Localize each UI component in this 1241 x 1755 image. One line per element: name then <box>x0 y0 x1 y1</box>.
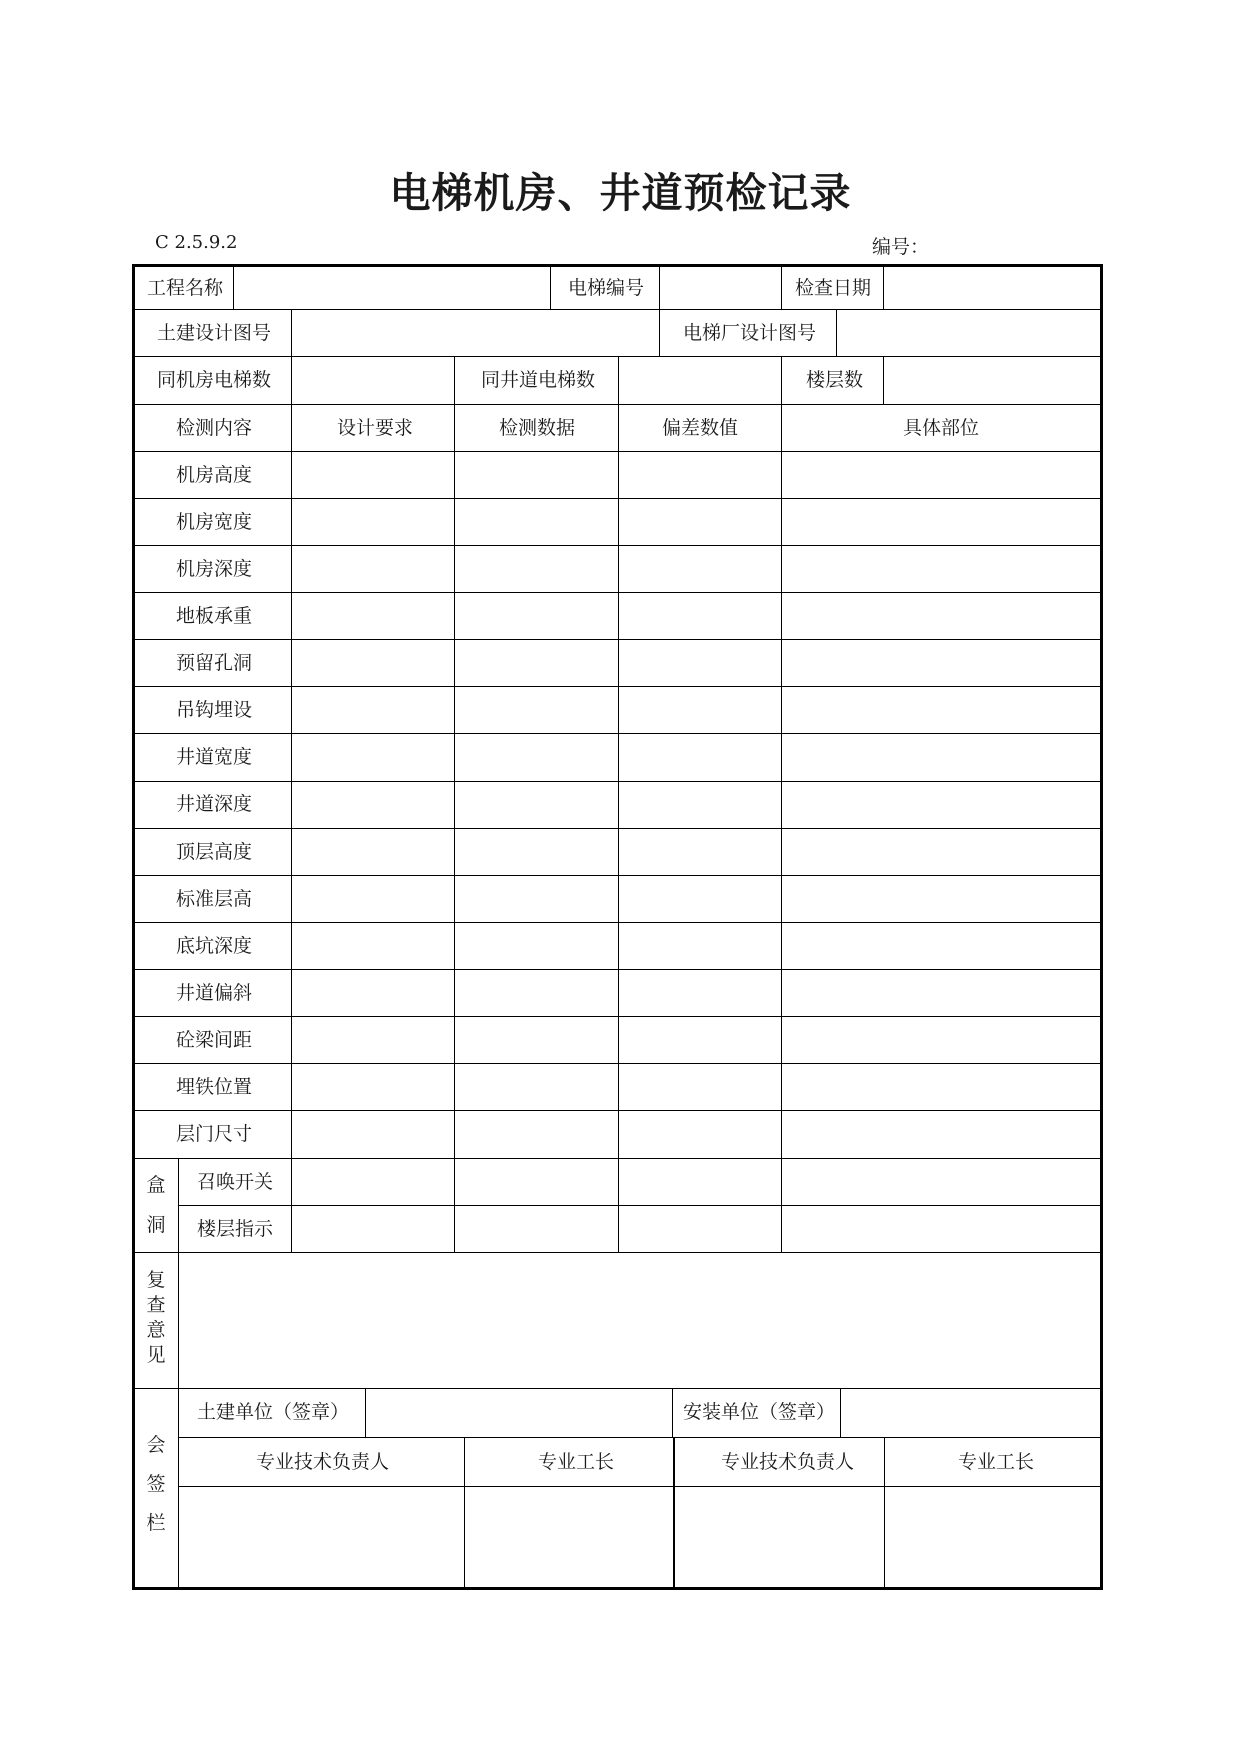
sign-section-label: 栏 <box>146 1512 166 1534</box>
item-label: 井道深度 <box>176 793 253 815</box>
item-label: 召唤开关 <box>197 1171 274 1193</box>
review-label: 意 <box>146 1319 166 1341</box>
sign-role-label: 专业工长 <box>958 1451 1035 1473</box>
sign-section-label: 会 <box>146 1434 166 1456</box>
item-label: 砼梁间距 <box>176 1029 253 1051</box>
column-header: 检测内容 <box>176 417 253 439</box>
item-label: 机房宽度 <box>176 511 253 533</box>
item-label: 机房高度 <box>176 464 253 486</box>
sign-role-label: 专业技术负责人 <box>256 1451 390 1473</box>
item-label: 吊钩埋设 <box>176 699 253 721</box>
item-label: 埋铁位置 <box>176 1076 253 1098</box>
box-hole-group-label: 洞 <box>146 1214 166 1236</box>
item-label: 地板承重 <box>176 605 253 627</box>
sign-role-label: 专业工长 <box>538 1451 615 1473</box>
column-header: 具体部位 <box>903 417 980 439</box>
item-label: 机房深度 <box>176 558 253 580</box>
column-header: 偏差数值 <box>662 417 739 439</box>
column-header: 检测数据 <box>499 417 576 439</box>
review-label: 查 <box>146 1294 166 1316</box>
item-label: 井道宽度 <box>176 746 253 768</box>
sign-role-label: 专业技术负责人 <box>721 1451 855 1473</box>
item-label: 底坑深度 <box>176 935 253 957</box>
item-label: 顶层高度 <box>176 841 253 863</box>
install-unit-label: 安装单位（签章） <box>683 1401 836 1423</box>
review-label: 见 <box>146 1344 166 1366</box>
same-room-count-label: 同机房电梯数 <box>157 369 272 391</box>
column-header: 设计要求 <box>337 417 414 439</box>
review-label: 复 <box>146 1269 166 1291</box>
item-label: 层门尺寸 <box>176 1123 253 1145</box>
sign-section-label: 签 <box>146 1473 166 1495</box>
form-code: C 2.5.9.2 <box>155 232 238 253</box>
number-label: 编号： <box>872 236 930 258</box>
floors-label: 楼层数 <box>806 369 864 391</box>
item-label: 标准层高 <box>176 888 253 910</box>
elevator-no-label: 电梯编号 <box>568 277 645 299</box>
civil-design-drawing-label: 土建设计图号 <box>157 322 272 344</box>
item-label: 楼层指示 <box>197 1218 274 1240</box>
elevator-factory-drawing-label: 电梯厂设计图号 <box>683 322 817 344</box>
box-hole-group-label: 盒 <box>146 1174 166 1196</box>
civil-unit-label: 土建单位（签章） <box>197 1401 350 1423</box>
inspection-date-label: 检查日期 <box>795 277 872 299</box>
item-label: 预留孔洞 <box>176 652 253 674</box>
page-title: 电梯机房、井道预检记录 <box>389 169 852 217</box>
project-name-label: 工程名称 <box>147 277 224 299</box>
item-label: 井道偏斜 <box>176 982 253 1004</box>
same-shaft-count-label: 同井道电梯数 <box>481 369 596 391</box>
